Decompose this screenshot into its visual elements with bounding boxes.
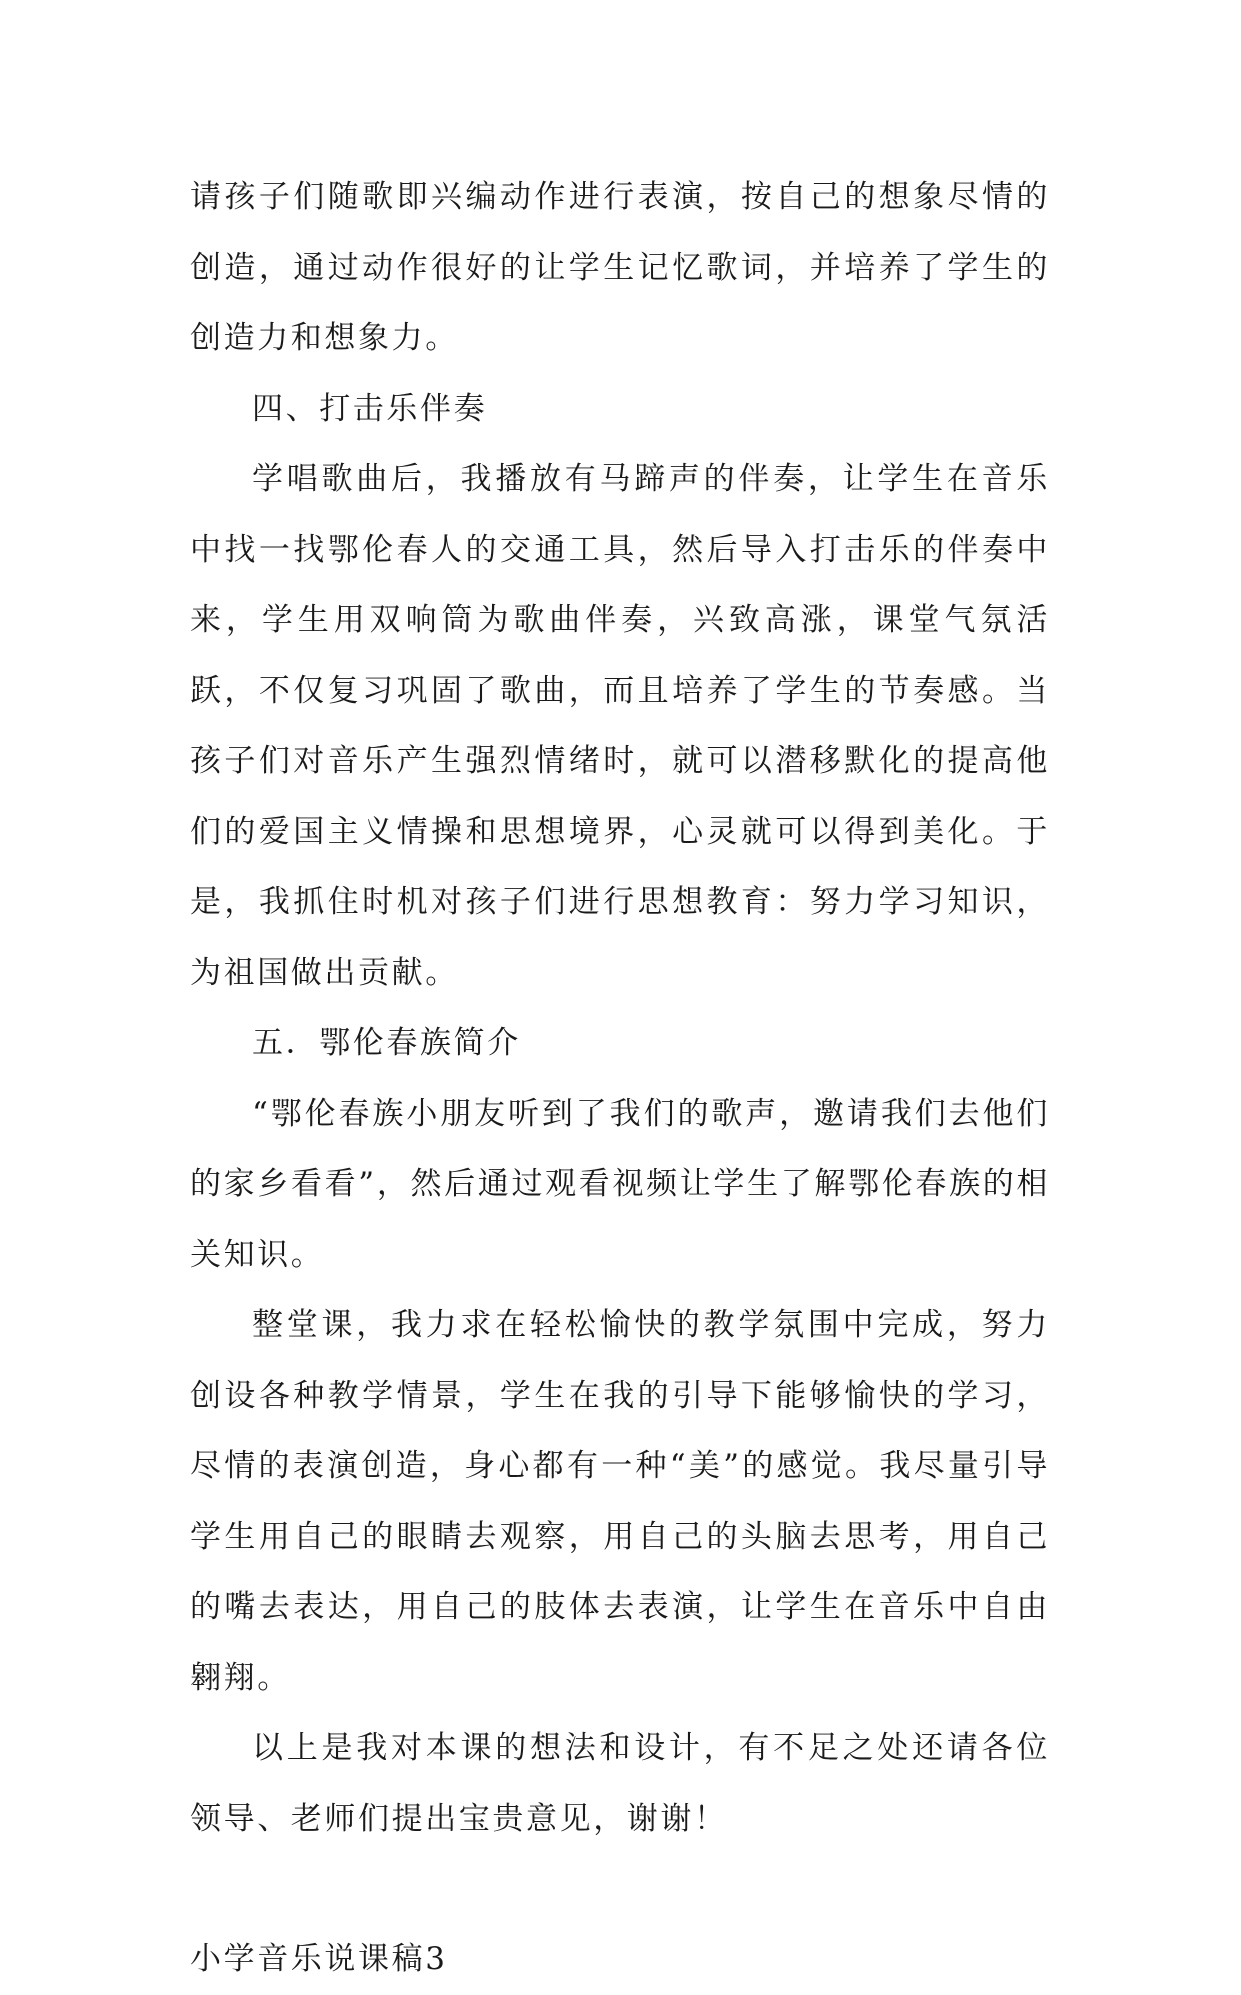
document-body <box>190 162 1050 1995</box>
paragraph-oroqen-intro: “鄂伦春族小朋友听到了我们的歌声，邀请我们去他们的家乡看看”，然后通过观看视频让学生了解鄂伦春族的相关知识。 <box>190 1095 1050 1273</box>
section-heading-5: 五．鄂伦春族简介 <box>252 1025 521 1061</box>
paragraph-summary: 整堂课，我力求在轻松愉快的教学氛围中完成，努力创设各种教学情景，学生在我的引导下能够愉快的学习，尽情的表演创造，身心都有一种“美”的感觉。我尽量引导学生用自己的眼睛去观察，用自己的头脑去思考，用自己的嘴去表达，用自己的肢体去表演，让学生在音乐中自由翱翔。 <box>190 1307 1050 1696</box>
paragraph-percussion: 学唱歌曲后，我播放有马蹄声的伴奏，让学生在音乐中找一找鄂伦春人的交通工具，然后导入打击乐的伴奏中来，学生用双响筒为歌曲伴奏，兴致高涨，课堂气氛活跃，不仅复习巩固了歌曲，而且培养了学生的节奏感。当孩子们对音乐产生强烈情绪时，就可以潜移默化的提高他们的爱国主义情操和思想境界，心灵就可以得到美化。于是，我抓住时机对孩子们进行思想教育：努力学习知识，为祖国做出贡献。 <box>190 461 1050 991</box>
section-heading-4: 四、打击乐伴奏 <box>252 390 488 427</box>
next-section-title: 小学音乐说课稿3 <box>190 1941 448 1977</box>
blank-line <box>190 1854 1050 1924</box>
paragraph-continuation: 请孩子们随歌即兴编动作进行表演，按自己的想象尽情的创造，通过动作很好的让学生记忆歌词，并培养了学生的创造力和想象力。 <box>190 179 1050 356</box>
paragraph-closing: 以上是我对本课的想法和设计，有不足之处还请各位领导、老师们提出宝贵意见，谢谢！ <box>190 1730 1050 1837</box>
